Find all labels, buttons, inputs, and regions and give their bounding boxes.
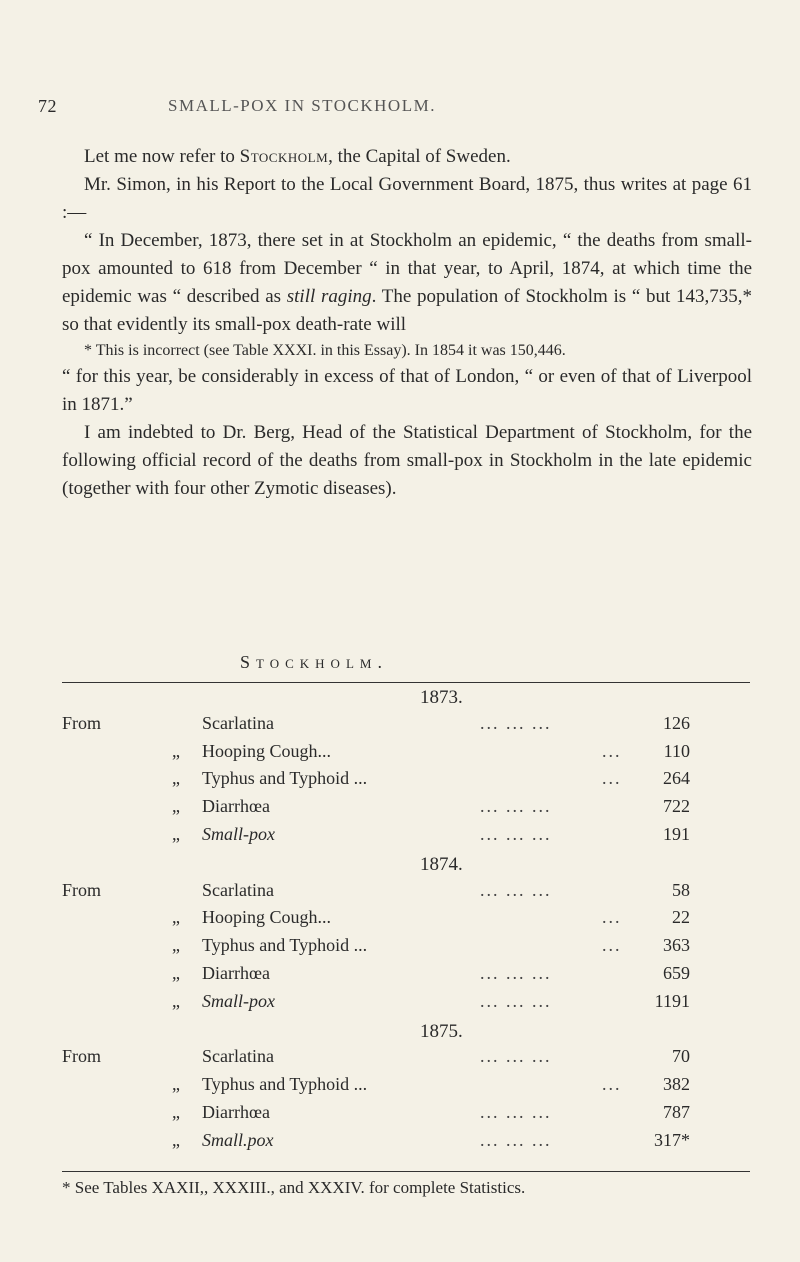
ditto-mark: „ <box>172 1074 180 1095</box>
quote-text: “ In December, 1873, there set in at Stockholm an epidemic, “ the deaths from small-pox amounted to 618 from December “ in that year, to April, 1874, at which time the epidemic was “ described as <box>62 230 752 307</box>
table-footnote: * See Tables XAXII,, XXXIII., and XXXIV. for complete Statistics. <box>62 1178 526 1197</box>
leader-dots: ... ... ... <box>480 712 552 733</box>
disease-name: Scarlatina <box>202 1046 274 1067</box>
table-row <box>62 907 752 935</box>
intro-text-end: , the Capital of Sweden. <box>328 146 511 167</box>
quotation-part-1 <box>62 227 752 339</box>
disease-name: Scarlatina <box>202 879 274 900</box>
death-count: 58 <box>672 879 690 900</box>
disease-name: Diarrhœa <box>202 1102 270 1122</box>
from-label: From <box>62 879 102 900</box>
intro-text: Let me now refer to <box>84 146 240 167</box>
disease-name: Diarrhœa <box>202 796 270 817</box>
leader-dots: ... ... ... <box>480 990 552 1011</box>
year-heading: 1875. <box>420 1020 463 1042</box>
leader-dots: ... <box>602 768 622 789</box>
ditto-mark: „ <box>172 1102 180 1122</box>
from-label: From <box>62 1046 102 1067</box>
disease-name: Small-pox <box>202 824 275 844</box>
table-row <box>62 963 752 991</box>
from-label: From <box>62 712 102 733</box>
paragraph-berg: I am indebted to Dr. Berg, Head of the Statistical Department of Stockholm, for the following official record of the deaths from small-pox in Stockholm in the late epidemic (together with four other Zymotic diseases). <box>62 422 752 499</box>
main-text <box>62 143 752 503</box>
leader-dots: ... ... ... <box>480 1046 552 1067</box>
year-heading: 1874. <box>420 853 463 875</box>
table-row <box>62 796 752 824</box>
table-title: Stockholm. <box>240 652 388 672</box>
table-bottom-rule <box>62 1171 750 1172</box>
leader-dots: ... ... ... <box>480 796 552 817</box>
table-row <box>62 880 752 908</box>
death-count: 110 <box>663 740 690 761</box>
leader-dots: ... <box>602 740 622 761</box>
death-count: 70 <box>672 1046 690 1067</box>
ditto-mark: „ <box>172 990 180 1011</box>
quote-text-end: . The population of Stockholm is “ but 143,735,* so that evidently its small-pox death-rate will <box>62 286 753 335</box>
paragraph-intro <box>62 143 752 171</box>
page-number: 72 <box>38 96 57 116</box>
quote-emphasis: still raging <box>286 286 372 307</box>
table-row <box>62 1074 752 1102</box>
leader-dots: ... ... ... <box>480 963 552 983</box>
leader-dots: ... <box>602 935 622 956</box>
table-row <box>62 713 752 741</box>
death-count: 264 <box>663 768 690 789</box>
death-count: 722 <box>663 796 690 817</box>
inline-footnote: * This is incorrect (see Table XXXI. in this Essay). In 1854 it was 150,446. <box>84 342 566 359</box>
table-row <box>62 824 752 852</box>
paragraph-simon: Mr. Simon, in his Report to the Local Government Board, 1875, thus writes at page 61 :— <box>62 174 752 223</box>
disease-name: Typhus and Typhoid ... <box>202 1074 368 1095</box>
ditto-mark: „ <box>172 768 180 789</box>
death-count: 659 <box>663 963 690 983</box>
table-row <box>62 741 752 769</box>
running-title: SMALL-POX IN STOCKHOLM. <box>168 96 436 115</box>
table-row <box>62 768 752 796</box>
disease-name: Small.pox <box>202 1129 274 1150</box>
year-heading: 1873. <box>420 687 463 708</box>
ditto-mark: „ <box>172 740 180 761</box>
death-count: 191 <box>663 824 690 844</box>
leader-dots: ... ... ... <box>480 1102 552 1122</box>
death-count: 363 <box>663 935 690 956</box>
death-count: 787 <box>663 1102 690 1122</box>
ditto-mark: „ <box>172 1129 180 1150</box>
disease-name: Hooping Cough... <box>202 740 332 761</box>
ditto-mark: „ <box>172 907 180 928</box>
table-row <box>62 1102 752 1130</box>
leader-dots: ... <box>602 907 622 928</box>
death-count: 382 <box>663 1074 690 1095</box>
table-row <box>62 991 752 1019</box>
table-top-rule <box>62 682 750 683</box>
ditto-mark: „ <box>172 796 180 817</box>
death-count: 22 <box>672 907 690 928</box>
leader-dots: ... ... ... <box>480 824 552 844</box>
disease-name: Diarrhœa <box>202 963 270 983</box>
quotation-part-2: “ for this year, be considerably in excess of that of London, “ or even of that of Liverpool in 1871.” <box>62 366 752 415</box>
death-count: 1191 <box>654 990 690 1011</box>
leader-dots: ... ... ... <box>480 1129 552 1150</box>
disease-name: Scarlatina <box>202 712 274 733</box>
ditto-mark: „ <box>172 824 180 844</box>
disease-name: Hooping Cough... <box>202 907 332 928</box>
table-row <box>62 1046 752 1074</box>
disease-name: Typhus and Typhoid ... <box>202 935 368 956</box>
ditto-mark: „ <box>172 963 180 983</box>
leader-dots: ... <box>602 1074 622 1095</box>
leader-dots: ... ... ... <box>480 879 552 900</box>
disease-name: Small-pox <box>202 990 275 1011</box>
disease-name: Typhus and Typhoid ... <box>202 768 368 789</box>
death-count: 317* <box>654 1129 690 1150</box>
table-row <box>62 1130 752 1158</box>
death-count: 126 <box>663 712 690 733</box>
ditto-mark: „ <box>172 935 180 956</box>
table-row <box>62 935 752 963</box>
city-name: Stockholm <box>239 146 329 167</box>
